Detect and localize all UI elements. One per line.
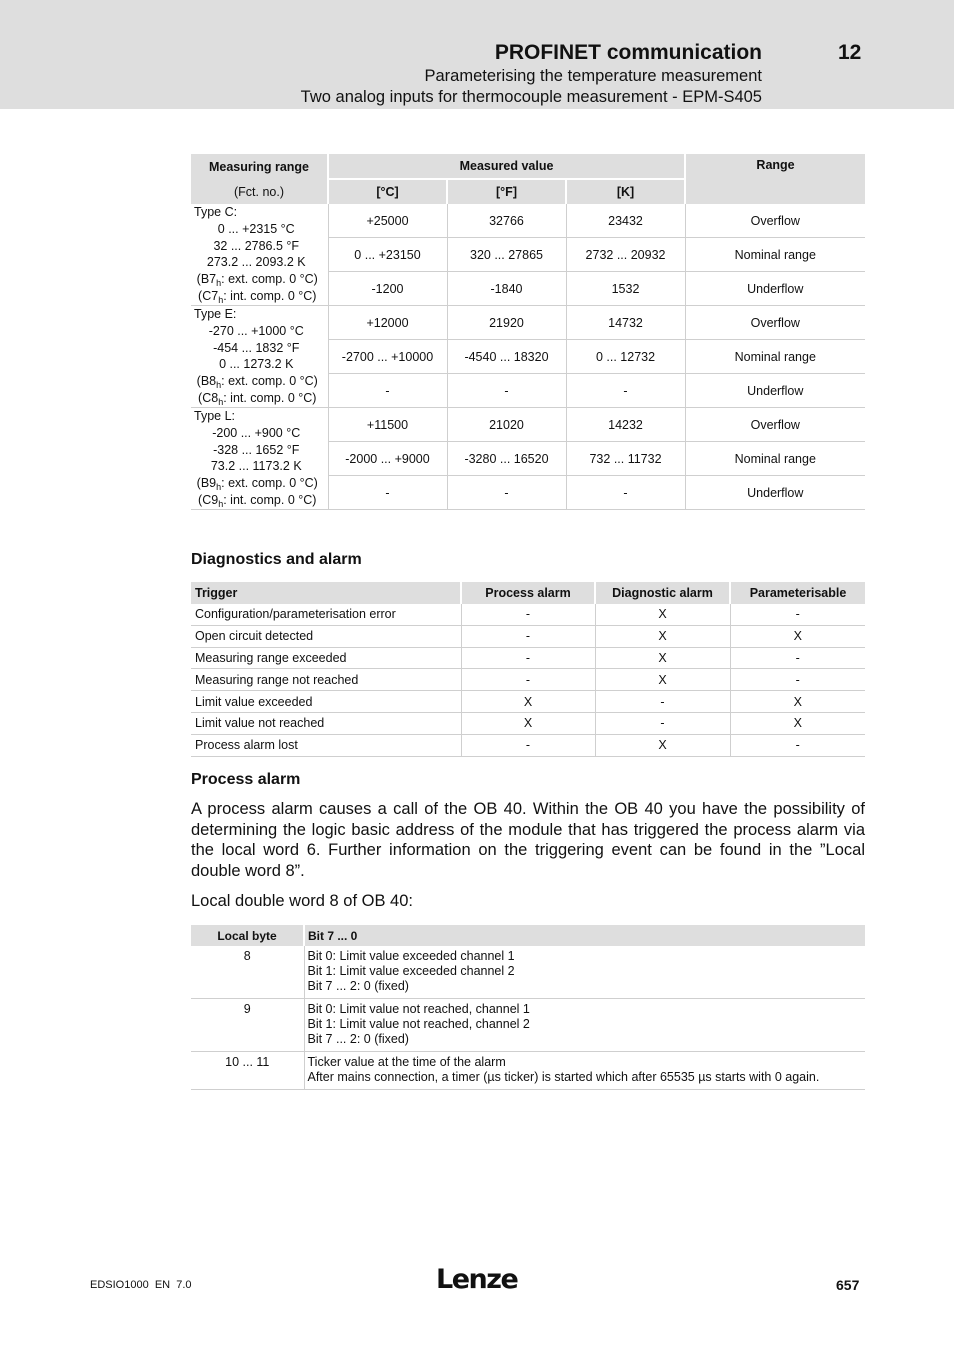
diagnostics-row <box>191 712 865 734</box>
header-process-alarm: Process alarm <box>461 582 595 604</box>
ext-comp-fct <box>191 475 328 492</box>
local-byte-table <box>191 925 865 1090</box>
parameterisable-cell: - <box>730 734 865 756</box>
range-fahrenheit: -454 ... 1832 °F <box>213 340 300 355</box>
bit-description-cell <box>304 1052 865 1090</box>
process-alarm-cell: - <box>461 647 595 669</box>
value-celsius: -2700 ... +10000 <box>328 340 447 374</box>
fct-code: (C8 <box>198 390 219 405</box>
fct-code: (C7 <box>198 288 219 303</box>
thermocouple-type: Type C: <box>194 205 238 219</box>
trigger-cell: Limit value exceeded <box>191 691 461 713</box>
process-alarm-heading: Process alarm <box>191 771 301 788</box>
trigger-cell: Measuring range exceeded <box>191 647 461 669</box>
bit-description-cell <box>304 999 865 1052</box>
process-alarm-paragraph: A process alarm causes a call of the OB 40. Within the OB 40 you have the possibility of determining the logic basic address of the module that has triggered the process alarm via the local word 6. Further information on the triggering event can be found in the ”Local double word 8”. <box>191 800 865 880</box>
hex-suffix: h <box>216 380 222 391</box>
diagnostics-row <box>191 604 865 625</box>
temp-table-row <box>191 408 865 442</box>
int-comp-fct <box>191 492 328 509</box>
header-unit-k: [K] <box>566 179 685 204</box>
process-alarm-cell: X <box>461 712 595 734</box>
value-kelvin: 0 ... 12732 <box>566 340 685 374</box>
chapter-number: 12 <box>838 41 862 64</box>
process-alarm-cell: X <box>461 691 595 713</box>
value-celsius: -2000 ... +9000 <box>328 442 447 476</box>
fct-code: (B7 <box>196 272 217 287</box>
value-fahrenheit: 21920 <box>447 306 566 340</box>
range-status: Underflow <box>685 476 865 510</box>
range-status: Overflow <box>685 204 865 238</box>
diagnostics-row <box>191 734 865 756</box>
temp-table-row <box>191 204 865 238</box>
diagnostics-row <box>191 647 865 669</box>
range-kelvin: 273.2 ... 2093.2 K <box>206 255 306 270</box>
page-number: 657 <box>836 1277 860 1293</box>
value-fahrenheit: 320 ... 27865 <box>447 238 566 272</box>
header-diagnostic-alarm: Diagnostic alarm <box>595 582 730 604</box>
diagnostic-alarm-cell: X <box>595 647 730 669</box>
value-celsius: -1200 <box>328 272 447 306</box>
thermocouple-type: Type E: <box>194 307 237 321</box>
diagnostics-row <box>191 625 865 647</box>
trigger-cell: Measuring range not reached <box>191 669 461 691</box>
value-fahrenheit: 21020 <box>447 408 566 442</box>
header-unit-f: [°F] <box>447 179 566 204</box>
thermocouple-type: Type L: <box>194 409 235 423</box>
header-range: Range <box>685 154 865 204</box>
value-kelvin: 2732 ... 20932 <box>566 238 685 272</box>
range-status: Nominal range <box>685 238 865 272</box>
ext-comp-fct <box>191 373 328 390</box>
local-byte-row <box>191 999 865 1052</box>
diagnostic-alarm-cell: X <box>595 604 730 625</box>
range-kelvin: 73.2 ... 1173.2 K <box>210 459 302 474</box>
lenze-logo: Lenze <box>436 1264 518 1295</box>
value-kelvin: 732 ... 11732 <box>566 442 685 476</box>
range-fahrenheit: 32 ... 2786.5 °F <box>213 238 300 253</box>
process-alarm-cell: - <box>461 604 595 625</box>
temp-table-row <box>191 306 865 340</box>
chapter-title: PROFINET communication <box>494 41 762 64</box>
bit-description-cell <box>304 946 865 999</box>
parameterisable-cell: X <box>730 691 865 713</box>
header-trigger: Trigger <box>191 582 461 604</box>
fct-desc: : ext. comp. 0 °C) <box>221 272 318 287</box>
range-status: Nominal range <box>685 340 865 374</box>
header-measuring-range: Measuring range <box>191 154 328 179</box>
diagnostic-alarm-cell: X <box>595 669 730 691</box>
value-kelvin: 23432 <box>566 204 685 238</box>
value-celsius: - <box>328 476 447 510</box>
temperature-range-table <box>191 154 865 510</box>
range-kelvin: 0 ... 1273.2 K <box>219 357 294 372</box>
fct-desc: : ext. comp. 0 °C) <box>221 374 318 389</box>
value-celsius: - <box>328 374 447 408</box>
value-fahrenheit: 32766 <box>447 204 566 238</box>
fct-desc: : int. comp. 0 °C) <box>223 492 317 507</box>
diagnostic-alarm-cell: - <box>595 712 730 734</box>
value-kelvin: 14232 <box>566 408 685 442</box>
fct-desc: : int. comp. 0 °C) <box>223 288 317 303</box>
header-parameterisable: Parameterisable <box>730 582 865 604</box>
value-celsius: +25000 <box>328 204 447 238</box>
bit-description-line: After mains connection, a timer (µs ticker) is started which after 65535 µs starts with 0 again. <box>307 1070 820 1084</box>
hex-suffix: h <box>216 278 222 289</box>
trigger-cell: Configuration/parameterisation error <box>191 604 461 625</box>
diagnostics-row <box>191 669 865 691</box>
bit-description-line: Bit 1: Limit value not reached, channel 2 <box>307 1017 530 1031</box>
measuring-range-cell <box>191 306 328 408</box>
range-fahrenheit: -328 ... 1652 °F <box>213 442 300 457</box>
header-bits: Bit 7 ... 0 <box>304 925 865 946</box>
value-fahrenheit: - <box>447 476 566 510</box>
header-fct-no: (Fct. no.) <box>191 179 328 204</box>
fct-code: (B9 <box>196 476 217 491</box>
parameterisable-cell: - <box>730 604 865 625</box>
bit-description-line: Ticker value at the time of the alarm <box>307 1055 506 1069</box>
measuring-range-cell <box>191 408 328 510</box>
trigger-cell: Limit value not reached <box>191 712 461 734</box>
parameterisable-cell: X <box>730 625 865 647</box>
header-measured-value: Measured value <box>328 154 685 179</box>
measuring-range-cell <box>191 204 328 306</box>
local-dword-intro: Local double word 8 of OB 40: <box>191 892 413 910</box>
value-fahrenheit: -4540 ... 18320 <box>447 340 566 374</box>
value-celsius: 0 ... +23150 <box>328 238 447 272</box>
range-status: Overflow <box>685 306 865 340</box>
parameterisable-cell: - <box>730 647 865 669</box>
local-byte-row <box>191 1052 865 1090</box>
value-kelvin: - <box>566 374 685 408</box>
ext-comp-fct <box>191 271 328 288</box>
range-celsius: -270 ... +1000 °C <box>208 323 304 338</box>
value-fahrenheit: -3280 ... 16520 <box>447 442 566 476</box>
value-kelvin: 1532 <box>566 272 685 306</box>
local-byte-cell: 10 ... 11 <box>191 1052 304 1090</box>
diagnostic-alarm-cell: X <box>595 625 730 647</box>
bit-description-line: Bit 7 ... 2: 0 (fixed) <box>307 1032 409 1046</box>
fct-desc: : ext. comp. 0 °C) <box>221 476 318 491</box>
value-fahrenheit: -1840 <box>447 272 566 306</box>
bit-description-line: Bit 7 ... 2: 0 (fixed) <box>307 979 409 993</box>
section-subtitle-2: Two analog inputs for thermocouple measurement - EPM-S405 <box>300 88 762 106</box>
fct-code: (B8 <box>196 374 217 389</box>
diagnostic-alarm-cell: - <box>595 691 730 713</box>
process-alarm-cell: - <box>461 625 595 647</box>
fct-desc: : int. comp. 0 °C) <box>223 390 317 405</box>
value-kelvin: 14732 <box>566 306 685 340</box>
trigger-cell: Open circuit detected <box>191 625 461 647</box>
diagnostics-row <box>191 691 865 713</box>
process-alarm-cell: - <box>461 669 595 691</box>
value-celsius: +11500 <box>328 408 447 442</box>
value-celsius: +12000 <box>328 306 447 340</box>
diagnostics-heading: Diagnostics and alarm <box>191 551 362 568</box>
bit-description-line: Bit 0: Limit value not reached, channel 1 <box>307 1002 530 1016</box>
hex-suffix: h <box>218 498 224 509</box>
range-status: Overflow <box>685 408 865 442</box>
trigger-cell: Process alarm lost <box>191 734 461 756</box>
value-kelvin: - <box>566 476 685 510</box>
int-comp-fct <box>191 288 328 305</box>
section-subtitle: Parameterising the temperature measurement <box>424 67 762 85</box>
parameterisable-cell: - <box>730 669 865 691</box>
process-alarm-cell: - <box>461 734 595 756</box>
range-status: Nominal range <box>685 442 865 476</box>
int-comp-fct <box>191 390 328 407</box>
parameterisable-cell: X <box>730 712 865 734</box>
hex-suffix: h <box>218 294 224 305</box>
header-local-byte: Local byte <box>191 925 304 946</box>
fct-code: (C9 <box>198 492 219 507</box>
bit-description-line: Bit 1: Limit value exceeded channel 2 <box>307 964 515 978</box>
range-status: Underflow <box>685 272 865 306</box>
header-unit-c: [°C] <box>328 179 447 204</box>
hex-suffix: h <box>216 482 222 493</box>
diagnostic-alarm-cell: X <box>595 734 730 756</box>
diagnostics-table <box>191 582 865 757</box>
range-celsius: 0 ... +2315 °C <box>217 221 295 236</box>
local-byte-cell: 9 <box>191 999 304 1052</box>
bit-description-line: Bit 0: Limit value exceeded channel 1 <box>307 949 515 963</box>
hex-suffix: h <box>218 396 224 407</box>
value-fahrenheit: - <box>447 374 566 408</box>
document-id: EDSIO1000 EN 7.0 <box>90 1279 192 1291</box>
range-status: Underflow <box>685 374 865 408</box>
local-byte-cell: 8 <box>191 946 304 999</box>
range-celsius: -200 ... +900 °C <box>212 425 301 440</box>
local-byte-row <box>191 946 865 999</box>
